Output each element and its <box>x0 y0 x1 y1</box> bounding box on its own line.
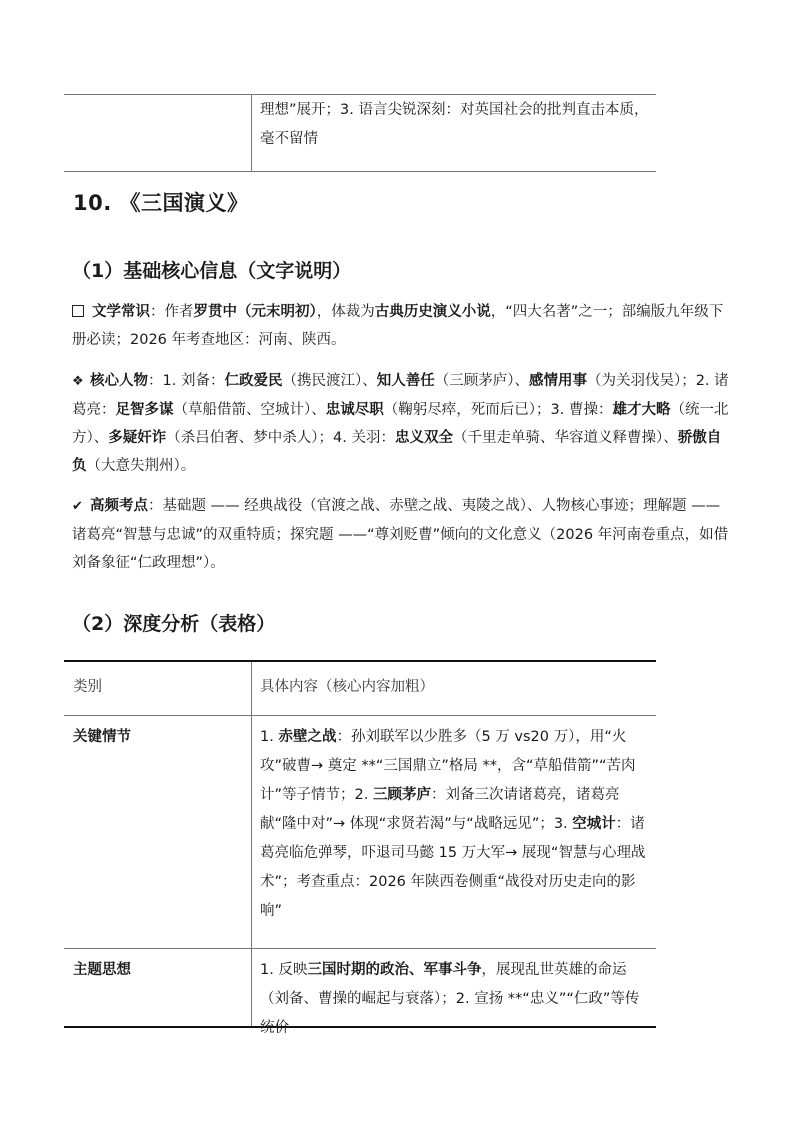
bold-run: 感情用事 <box>528 373 587 389</box>
bold-run: 多疑奸诈 <box>108 430 167 446</box>
continued-line-1: 理想”展开；3. 语言尖锐深刻：对英国社会的批判直击本质， <box>260 102 649 118</box>
text-run: （三顾茅庐）、 <box>434 373 529 389</box>
text-run: 1. <box>260 729 279 745</box>
text-run: ：诸葛亮临危弹琴，吓退司马懿 15 万大军→ 展现“智慧与心理战术”；考查重点：2026 年陕西卷侧重“战役对历史走向的影响” <box>260 816 646 919</box>
bold-run: 骄傲自负 <box>72 430 722 474</box>
bold-run: 空城计 <box>572 816 616 832</box>
text-run: （为关羽伐吴）；2. 诸葛亮： <box>72 373 729 418</box>
diamond-bullet-icon: ❖ <box>72 374 84 389</box>
bold-run: 足智多谋 <box>115 402 174 418</box>
continued-table <box>64 94 656 172</box>
bold-run: 忠诚尽职 <box>325 402 384 418</box>
subsection-title-basic-info: （1）基础核心信息（文字说明） <box>72 260 352 282</box>
text-run: ，展现乱世英雄的命运（刘备、曹操的崛起与衰落）；2. 宣扬 **“忠义”“仁政”等传统价 <box>260 962 640 1036</box>
category-label: 关键情节 <box>73 729 131 745</box>
bold-run: 仁政爱民 <box>224 373 283 389</box>
genre-bold: 古典历史演义小说 <box>374 304 491 320</box>
characters-label: 核心人物 <box>90 373 148 389</box>
literary-knowledge-paragraph <box>72 298 730 354</box>
bold-run: 三顾茅庐 <box>372 787 431 803</box>
exam-points-paragraph <box>72 492 730 577</box>
text-run: ：基础题 —— 经典战役（官渡之战、赤壁之战、夷陵之战）、人物核心事迹；理解题 —— 诸葛亮“智慧与忠诚”的双重特质；探究题 ——“尊刘贬曹”倾向的文化意义（2026 年河南卷重点，如借刘备象征“仁政理想”）。 <box>72 498 729 571</box>
text-run: ：作者 <box>150 304 194 320</box>
table-header-content: 具体内容（核心内容加粗） <box>260 679 434 695</box>
checkbox-square-icon <box>72 305 84 317</box>
continued-cell <box>260 96 652 154</box>
continued-line-2: 毫不留情 <box>260 131 318 147</box>
exam-label: 高频考点 <box>90 498 148 514</box>
text-run: （杀吕伯奢、梦中杀人）；4. 关羽： <box>166 430 395 446</box>
text-run: ，“四大名著”之一；部编版九年级下册必读；2026 年考查地区：河南、陕西。 <box>72 304 724 348</box>
text-run: ：孙刘联军以少胜多（5 万 vs20 万），用“火攻”破曹→ 奠定 **“三国鼎立”格局 **，含“草船借箭”“苦肉计”等子情节；2. <box>260 729 636 803</box>
checkmark-icon: ✔ <box>72 499 83 514</box>
table-row-key-plot-category <box>73 723 243 752</box>
row-divider <box>64 948 656 949</box>
text-run: （千里走单骑、华容道义释曹操）、 <box>452 430 678 446</box>
text-run: （鞠躬尽瘁，死而后已）；3. 曹操： <box>383 402 613 418</box>
characters-paragraph <box>72 367 730 480</box>
category-label: 主题思想 <box>73 962 131 978</box>
text-run: ，体裁为 <box>316 304 375 320</box>
bold-run: 三国时期的政治、军事斗争 <box>307 962 482 978</box>
subsection-title-analysis: （2）深度分析（表格） <box>72 613 276 635</box>
table-row-theme-category <box>73 956 243 985</box>
table-row-key-plot-content <box>260 723 652 926</box>
text-run: （草船借箭、空城计）、 <box>173 402 326 418</box>
table-row-theme-content <box>260 956 652 1043</box>
table-divider <box>251 662 252 1026</box>
text-run: （携民渡江）、 <box>282 373 377 389</box>
row-divider <box>64 715 656 716</box>
bold-run: 忠义双全 <box>394 430 453 446</box>
author-bold: 罗贯中（元末明初） <box>193 304 317 320</box>
table-header-category: 类别 <box>73 679 102 695</box>
table-divider <box>251 94 252 171</box>
text-run: （统一北方）、 <box>72 402 729 446</box>
text-run: ：1. 刘备： <box>148 373 225 389</box>
section-title: 10. 《三国演义》 <box>73 191 249 215</box>
literary-label: 文学常识 <box>92 304 150 320</box>
bold-run: 雄才大略 <box>612 402 671 418</box>
analysis-table <box>64 660 656 1036</box>
text-run: ：刘备三次请诸葛亮，诸葛亮献“隆中对”→ 体现“求贤若渴”与“战略远见”；3. <box>260 787 620 832</box>
text-run: （大意失荆州）。 <box>86 458 196 474</box>
bold-run: 知人善任 <box>376 373 435 389</box>
bold-run: 赤壁之战 <box>278 729 337 745</box>
text-run: 1. 反映 <box>260 962 308 978</box>
